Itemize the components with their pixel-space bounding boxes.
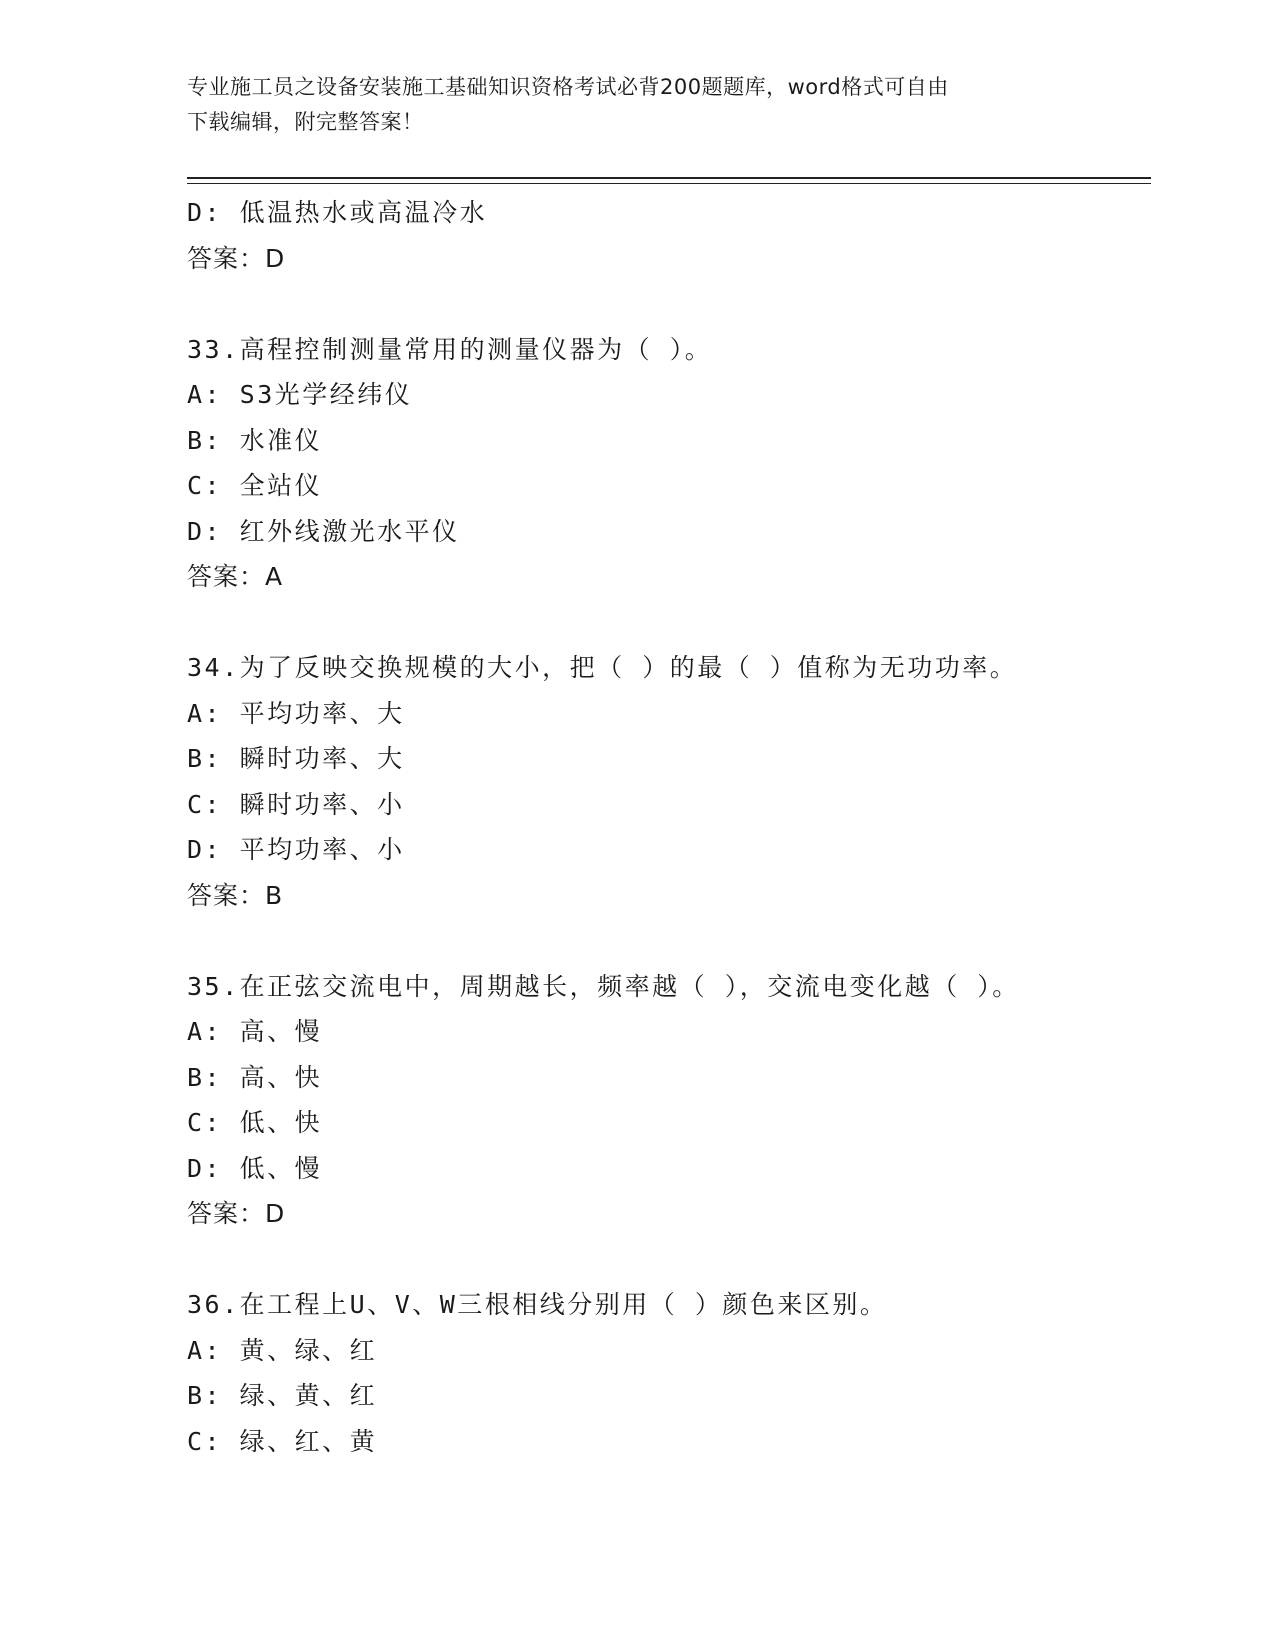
option-c: C: 绿、红、黄 (187, 1426, 378, 1456)
answer-line: 答案：D (187, 1199, 286, 1228)
option-b: B: 水准仪 (187, 425, 323, 455)
option-d: D: 低、慢 (187, 1153, 323, 1183)
option-c: C: 全站仪 (187, 471, 323, 500)
option-a: A: 平均功率、大 (187, 698, 405, 728)
option-b: B: 绿、黄、红 (187, 1381, 378, 1410)
question-33-text: 33.高程控制测量常用的测量仪器为（ ）。 (187, 334, 713, 364)
spacer (187, 600, 1151, 646)
header-divider-thin (187, 183, 1151, 184)
question-list (187, 190, 1151, 1464)
option-d: D: 红外线激光水平仪 (187, 516, 460, 546)
answer-line: 答案：B (187, 880, 284, 910)
question-34-text: 34.为了反映交换规模的大小，把（ ）的最（ ）值称为无功功率。 (187, 653, 1018, 682)
option-d: D: 低温热水或高温冷水 (187, 198, 488, 227)
question-35-text: 35.在正弦交流电中，周期越长，频率越（ ），交流电变化越（ ）。 (187, 971, 1020, 1001)
option-a: A: S3光学经纬仪 (187, 380, 413, 409)
option-c: C: 瞬时功率、小 (187, 789, 405, 819)
spacer (187, 281, 1151, 327)
spacer (187, 1237, 1151, 1283)
header-divider-thick (187, 177, 1151, 179)
option-d: D: 平均功率、小 (187, 835, 405, 864)
answer-line: 答案：D (187, 243, 286, 273)
document-header (187, 70, 1087, 140)
header-line-2: 下载编辑，附完整答案！ (187, 110, 424, 134)
spacer (187, 918, 1151, 964)
option-b: B: 高、快 (187, 1062, 323, 1092)
header-line-1: 专业施工员之设备安装施工基础知识资格考试必背200题题库，word格式可自由 (187, 75, 949, 99)
option-a: A: 黄、绿、红 (187, 1335, 378, 1365)
answer-line: 答案：A (187, 562, 284, 591)
question-36-text: 36.在工程上U、V、W三根相线分别用（ ）颜色来区别。 (187, 1290, 888, 1319)
option-c: C: 低、快 (187, 1108, 323, 1137)
option-b: B: 瞬时功率、大 (187, 744, 405, 773)
option-a: A: 高、慢 (187, 1017, 323, 1046)
